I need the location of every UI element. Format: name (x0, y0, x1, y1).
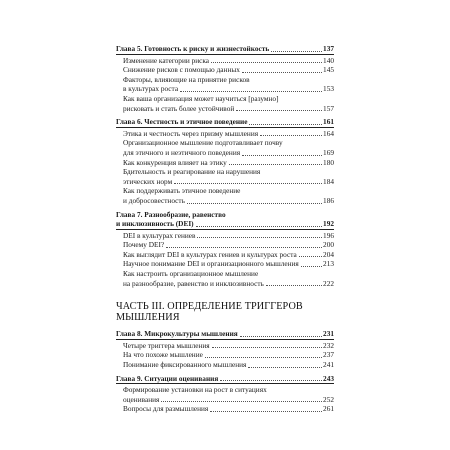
part-heading (116, 301, 334, 323)
entry-last-line (116, 395, 334, 405)
entry-title-line: Факторы, влияющие на принятие рисков (123, 74, 250, 84)
leader-dots (248, 367, 322, 368)
entry-title-line: для этичного и неэтичного поведения (123, 147, 241, 157)
entry-title-line: Формирование установки на рост в ситуациях (123, 385, 267, 395)
entry-title: Изменение категории риска (123, 55, 210, 65)
toc-entry[interactable] (116, 129, 334, 139)
entry-title: Снижение рисков с помощью данных (123, 65, 240, 75)
leader-dots (240, 336, 322, 337)
entry-last-line (116, 84, 334, 94)
entry-title: Почему DEI? (123, 240, 165, 250)
toc-entry[interactable] (116, 231, 334, 241)
chapter-9-header (116, 374, 334, 385)
toc-entry[interactable] (116, 56, 334, 66)
entry-title-line: рисковать и стать более устойчивой (123, 103, 235, 113)
page-number: 222 (323, 278, 334, 288)
chapter-6-entries (116, 128, 334, 209)
entry-last-line (116, 104, 334, 114)
table-of-contents (116, 44, 334, 417)
entry-title: Понимание фиксированного мышления (123, 360, 247, 370)
leader-dots (229, 164, 322, 165)
page-number: 204 (323, 249, 334, 259)
entry-title-line: Организационное мышление подготавливает почву (123, 138, 283, 148)
entry-title: Вопросы для размышления (123, 404, 209, 414)
page-number: 200 (323, 240, 334, 250)
entry-title: Этика и честность через призму мышления (123, 128, 259, 138)
page-number: 157 (323, 103, 334, 113)
page-number: 169 (323, 147, 334, 157)
toc-chapter-row[interactable] (116, 219, 334, 229)
page-number: 252 (323, 394, 334, 404)
chapter-title-line: и инклюзивность (DEI) (116, 219, 194, 229)
page-number: 161 (323, 117, 334, 127)
toc-entry[interactable] (116, 75, 334, 94)
entry-title-line: Как поддерживать этичное поведение (123, 186, 241, 196)
leader-dots (260, 135, 322, 136)
toc-entry[interactable] (116, 404, 334, 414)
page-number: 192 (323, 219, 334, 229)
entry-title: Как выглядит DEI в культурах гениев и культурах роста (123, 249, 297, 259)
chapter-8-header (116, 329, 334, 340)
page-number: 241 (323, 360, 334, 370)
toc-entry[interactable] (116, 94, 334, 113)
toc-entry[interactable] (116, 240, 334, 250)
leader-dots (249, 124, 322, 125)
leader-dots (174, 183, 322, 184)
entry-title: Научное понимание DEI и организационного мышления (123, 259, 299, 269)
chapter-title: Глава 5. Готовность к риску и жизнестойкость (116, 44, 270, 53)
chapter-6-header (116, 117, 334, 128)
leader-dots (166, 247, 322, 248)
toc-entry[interactable] (116, 341, 334, 351)
part-heading-line: МЫШЛЕНИЯ (116, 312, 180, 324)
page-number: 196 (323, 230, 334, 240)
page-number: 164 (323, 128, 334, 138)
toc-entry[interactable] (116, 385, 334, 404)
entry-last-line (116, 279, 334, 289)
leader-dots (180, 91, 322, 92)
entry-title-line: на разнообразие, равенство и инклюзивность (123, 278, 264, 288)
chapter-title: Глава 8. Микрокультуры мышления (116, 329, 238, 339)
leader-dots (299, 256, 322, 257)
chapter-8-entries (116, 340, 334, 373)
page-number: 180 (323, 157, 334, 167)
leader-dots (205, 357, 322, 358)
leader-dots (266, 285, 322, 286)
leader-dots (212, 347, 322, 348)
entry-title: DEI в культурах гениев (123, 230, 196, 240)
page-number: 237 (323, 350, 334, 360)
page-number: 140 (323, 55, 334, 65)
toc-entry[interactable] (116, 350, 334, 360)
entry-title-line: и добросовестность (123, 195, 185, 205)
leader-dots (210, 411, 322, 412)
page-number: 153 (323, 84, 334, 94)
toc-entry[interactable] (116, 167, 334, 186)
page-number: 186 (323, 195, 334, 205)
page-number: 261 (323, 404, 334, 414)
chapter-title: Глава 9. Ситуации оценивания (116, 373, 219, 383)
leader-dots (211, 62, 322, 63)
leader-dots (161, 401, 322, 402)
toc-entry[interactable] (116, 250, 334, 260)
leader-dots (220, 380, 322, 381)
page-number: 232 (323, 340, 334, 350)
toc-entry[interactable] (116, 360, 334, 370)
chapter-9-entries (116, 384, 334, 417)
entry-title-line: этических норм (123, 176, 173, 186)
page-number: 213 (323, 259, 334, 269)
leader-dots (301, 266, 322, 267)
entry-last-line (116, 148, 334, 158)
entry-title: Четыре триггера мышления (123, 340, 210, 350)
leader-dots (196, 226, 322, 227)
leader-dots (236, 110, 322, 111)
page-number: 243 (323, 373, 334, 383)
chapter-title-line[interactable]: Глава 7. Разнообразие, равенство (116, 209, 226, 219)
leader-dots (242, 72, 322, 73)
toc-chapter-row[interactable] (116, 44, 334, 54)
entry-title: Как конкуренция влияет на этику (123, 157, 227, 167)
entry-title: На что похоже мышление (123, 350, 203, 360)
toc-entry[interactable] (116, 65, 334, 75)
toc-entry[interactable] (116, 138, 334, 157)
entry-title-line: Бдительность и реагирование на нарушения (123, 167, 261, 177)
leader-dots (187, 203, 322, 204)
entry-last-line (116, 177, 334, 187)
chapter-5-header (116, 44, 334, 55)
entry-last-line (116, 196, 334, 206)
entry-title-line: в культурах роста (123, 84, 179, 94)
toc-entry[interactable] (116, 259, 334, 269)
toc-entry[interactable] (116, 158, 334, 168)
part-heading-line: ЧАСТЬ III. ОПРЕДЕЛЕНИЕ ТРИГГЕРОВ (116, 301, 303, 313)
page-number: 137 (323, 44, 334, 53)
chapter-title: Глава 6. Честность и этичное поведение (116, 117, 248, 127)
toc-entry[interactable] (116, 269, 334, 288)
entry-title-line: Как ваша организация может научиться [разумно] (123, 93, 279, 103)
toc-chapter-row[interactable] (116, 374, 334, 384)
page-number: 231 (323, 329, 334, 339)
page-number: 145 (323, 65, 334, 75)
leader-dots (271, 51, 322, 52)
leader-dots (242, 155, 322, 156)
toc-chapter-row[interactable] (116, 117, 334, 127)
chapter-7-header (116, 210, 334, 230)
chapter-7-entries (116, 230, 334, 292)
chapter-5-entries (116, 55, 334, 117)
toc-entry[interactable] (116, 186, 334, 205)
entry-title-line: оценивания (123, 394, 160, 404)
leader-dots (197, 237, 322, 238)
entry-title-line: Как настроить организационное мышление (123, 269, 259, 279)
toc-chapter-row[interactable] (116, 329, 334, 339)
page-number: 184 (323, 176, 334, 186)
